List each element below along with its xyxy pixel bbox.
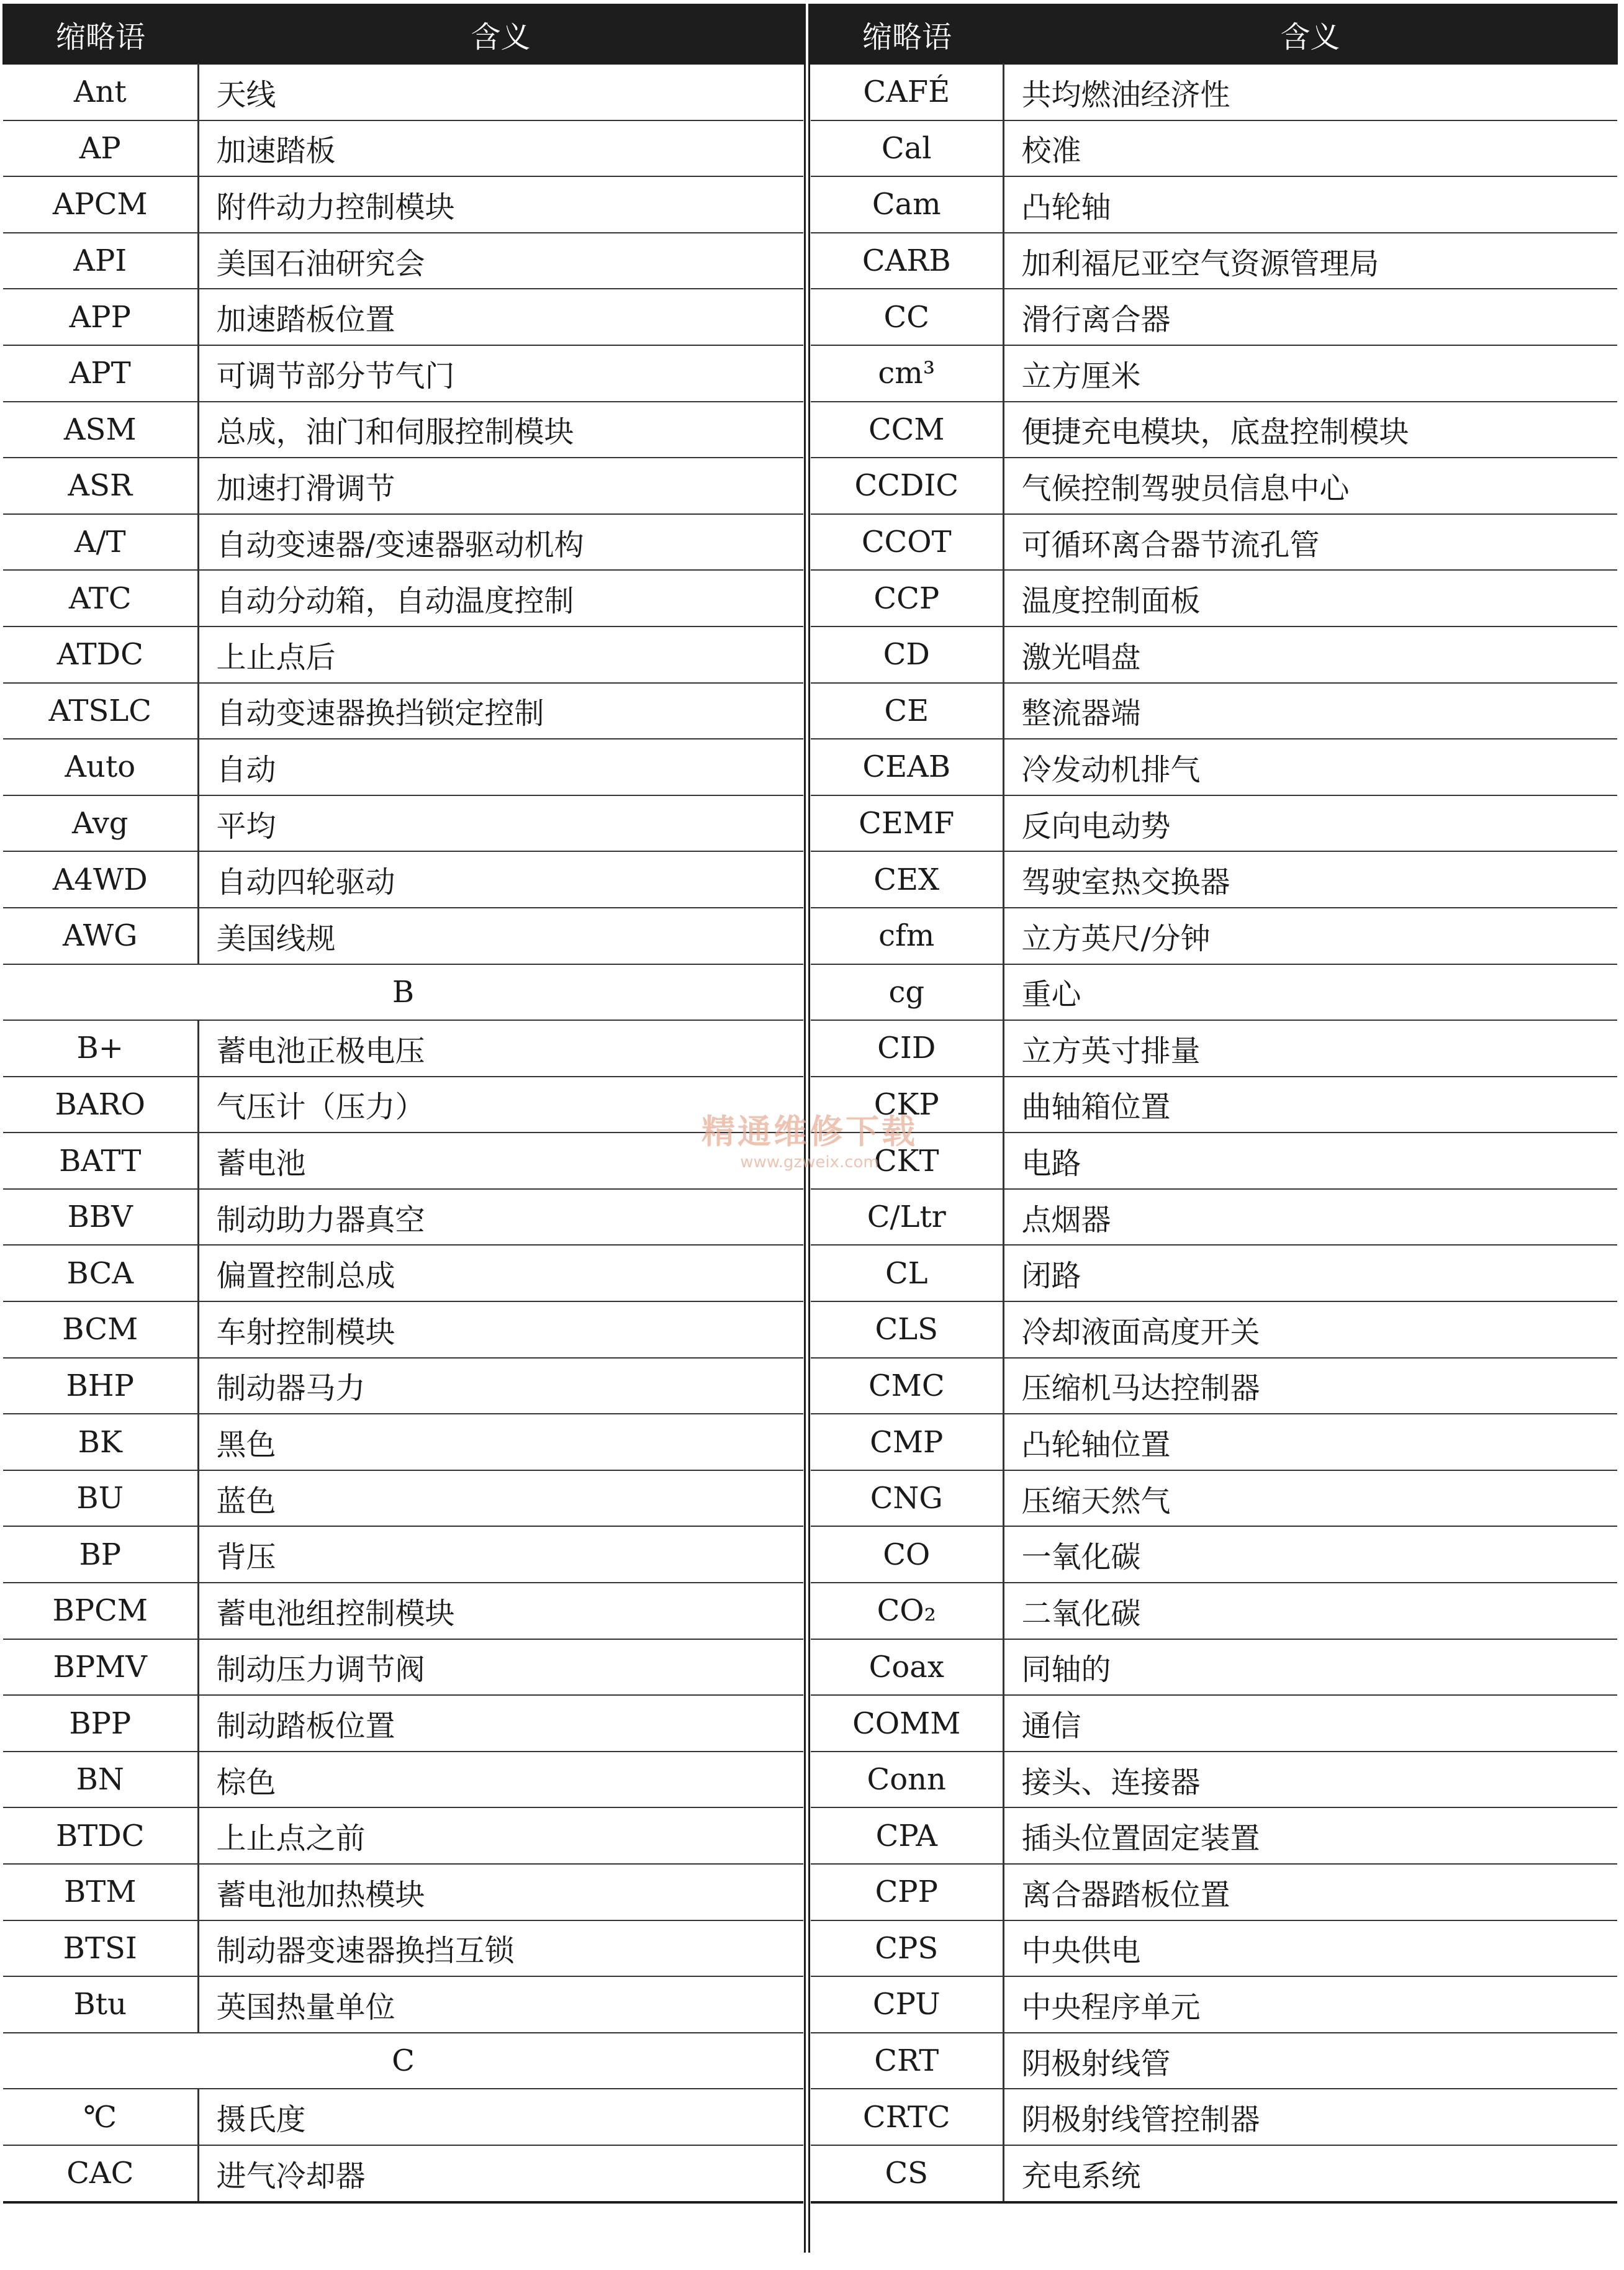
meaning-cell: 蓄电池加热模块 — [198, 1864, 803, 1920]
abbreviation-cell: CL — [811, 1245, 1003, 1301]
abbreviation-cell: AWG — [3, 908, 198, 964]
abbreviation-cell: Ant — [3, 64, 198, 120]
abbreviation-cell: CID — [811, 1020, 1003, 1077]
table-row — [3, 1470, 803, 1527]
table-row — [3, 233, 803, 289]
left-header-meaning: 含义 — [198, 4, 803, 64]
table-row — [3, 176, 803, 233]
meaning-cell: 天线 — [198, 64, 803, 120]
table-row — [811, 1695, 1617, 1752]
table-row — [811, 1470, 1617, 1527]
section-row — [3, 2033, 803, 2089]
abbreviation-cell: ASM — [3, 402, 198, 458]
table-row — [811, 120, 1617, 177]
meaning-cell: 压缩天然气 — [1003, 1470, 1617, 1527]
table-row — [3, 1639, 803, 1696]
meaning-cell: 温度控制面板 — [1003, 570, 1617, 626]
meaning-cell: 重心 — [1003, 964, 1617, 1021]
meaning-cell: 加速踏板位置 — [198, 289, 803, 345]
meaning-cell: 充电系统 — [1003, 2145, 1617, 2202]
right-header-abbr: 缩略语 — [811, 4, 1003, 64]
abbreviation-cell: CE — [811, 683, 1003, 739]
watermark-url: www.gzweix.com — [740, 1153, 879, 1172]
meaning-cell: 插头位置固定装置 — [1003, 1807, 1617, 1864]
meaning-cell: 反向电动势 — [1003, 795, 1617, 852]
abbreviation-cell: cfm — [811, 908, 1003, 964]
meaning-cell: 立方英寸排量 — [1003, 1020, 1617, 1077]
abbreviation-cell: CLS — [811, 1301, 1003, 1358]
table-row — [811, 1301, 1617, 1358]
table-row — [811, 2089, 1617, 2145]
meaning-cell: 自动四轮驱动 — [198, 851, 803, 908]
table-row — [3, 1526, 803, 1583]
abbreviation-cell: CEMF — [811, 795, 1003, 852]
abbreviation-cell: CAC — [3, 2145, 198, 2202]
meaning-cell: 曲轴箱位置 — [1003, 1077, 1617, 1133]
meaning-cell: 点烟器 — [1003, 1189, 1617, 1246]
meaning-cell: 可调节部分节气门 — [198, 345, 803, 402]
meaning-cell: 电路 — [1003, 1133, 1617, 1189]
meaning-cell: 制动助力器真空 — [198, 1189, 803, 1246]
abbreviation-cell: C/Ltr — [811, 1189, 1003, 1246]
table-row — [3, 908, 803, 964]
table-row — [811, 402, 1617, 458]
meaning-cell: 加速打滑调节 — [198, 458, 803, 514]
abbreviation-cell: CS — [811, 2145, 1003, 2202]
meaning-cell: 立方英尺/分钟 — [1003, 908, 1617, 964]
meaning-cell: 制动压力调节阀 — [198, 1639, 803, 1696]
meaning-cell: 中央供电 — [1003, 1920, 1617, 1977]
section-label: C — [3, 2033, 803, 2089]
meaning-cell: 车射控制模块 — [198, 1301, 803, 1358]
abbreviation-cell: BPMV — [3, 1639, 198, 1696]
meaning-cell: 激光唱盘 — [1003, 626, 1617, 683]
meaning-cell: 加利福尼亚空气资源管理局 — [1003, 233, 1617, 289]
abbreviation-cell: cg — [811, 964, 1003, 1021]
abbreviation-cell: BTSI — [3, 1920, 198, 1977]
meaning-cell: 偏置控制总成 — [198, 1245, 803, 1301]
meaning-cell: 自动变速器/变速器驱动机构 — [198, 514, 803, 571]
abbreviation-cell: Avg — [3, 795, 198, 852]
abbreviation-cell: BU — [3, 1470, 198, 1527]
table-row — [811, 176, 1617, 233]
right-table-body — [811, 64, 1617, 2202]
abbreviation-cell: BBV — [3, 1189, 198, 1246]
abbreviation-cell: BTM — [3, 1864, 198, 1920]
table-row — [3, 1752, 803, 1808]
table-row — [3, 2145, 803, 2202]
table-row — [811, 683, 1617, 739]
table-row — [3, 1020, 803, 1077]
table-row — [811, 964, 1617, 1021]
abbreviation-cell: AP — [3, 120, 198, 177]
table-row — [3, 1414, 803, 1470]
abbreviation-cell: A4WD — [3, 851, 198, 908]
meaning-cell: 摄氏度 — [198, 2089, 803, 2145]
abbreviation-cell: BATT — [3, 1133, 198, 1189]
meaning-cell: 气压计（压力） — [198, 1077, 803, 1133]
table-row — [811, 851, 1617, 908]
table-row — [811, 1358, 1617, 1414]
meaning-cell: 通信 — [1003, 1695, 1617, 1752]
meaning-cell: 离合器踏板位置 — [1003, 1864, 1617, 1920]
abbreviation-cell: Cam — [811, 176, 1003, 233]
table-row — [3, 1077, 803, 1133]
abbreviation-cell: Btu — [3, 1976, 198, 2033]
meaning-cell: 背压 — [198, 1526, 803, 1583]
abbreviation-cell: CCDIC — [811, 458, 1003, 514]
section-label: B — [3, 964, 803, 1021]
meaning-cell: 同轴的 — [1003, 1639, 1617, 1696]
abbreviation-cell: CO — [811, 1526, 1003, 1583]
abbreviation-cell: A/T — [3, 514, 198, 571]
meaning-cell: 中央程序单元 — [1003, 1976, 1617, 2033]
abbreviation-cell: CRT — [811, 2033, 1003, 2089]
table-row — [811, 1920, 1617, 1977]
table-row — [811, 1807, 1617, 1864]
abbreviation-cell: APT — [3, 345, 198, 402]
meaning-cell: 可循环离合器节流孔管 — [1003, 514, 1617, 571]
left-header-row — [3, 4, 803, 64]
abbreviation-cell: COMM — [811, 1695, 1003, 1752]
table-row — [3, 739, 803, 795]
table-row — [3, 345, 803, 402]
abbreviation-cell: Coax — [811, 1639, 1003, 1696]
table-row — [811, 1245, 1617, 1301]
abbreviation-cell: ATSLC — [3, 683, 198, 739]
meaning-cell: 上止点之前 — [198, 1807, 803, 1864]
abbreviation-cell: CC — [811, 289, 1003, 345]
table-row — [811, 345, 1617, 402]
abbreviation-cell: BCA — [3, 1245, 198, 1301]
abbreviation-cell: CMP — [811, 1414, 1003, 1470]
meaning-cell: 上止点后 — [198, 626, 803, 683]
meaning-cell: 蓝色 — [198, 1470, 803, 1527]
table-row — [3, 1807, 803, 1864]
abbreviation-cell: BK — [3, 1414, 198, 1470]
abbreviation-cell: BCM — [3, 1301, 198, 1358]
table-row — [811, 626, 1617, 683]
table-row — [811, 1133, 1617, 1189]
meaning-cell: 阴极射线管控制器 — [1003, 2089, 1617, 2145]
abbreviation-cell: CCP — [811, 570, 1003, 626]
meaning-cell: 冷发动机排气 — [1003, 739, 1617, 795]
meaning-cell: 压缩机马达控制器 — [1003, 1358, 1617, 1414]
meaning-cell: 进气冷却器 — [198, 2145, 803, 2202]
abbreviation-cell: ATDC — [3, 626, 198, 683]
abbreviation-cell: CKP — [811, 1077, 1003, 1133]
abbreviation-cell: CPA — [811, 1807, 1003, 1864]
meaning-cell: 黑色 — [198, 1414, 803, 1470]
meaning-cell: 便捷充电模块，底盘控制模块 — [1003, 402, 1617, 458]
abbreviation-cell: CCM — [811, 402, 1003, 458]
table-row — [3, 64, 803, 120]
abbreviation-cell: CO₂ — [811, 1583, 1003, 1639]
right-column — [810, 4, 1618, 2204]
abbreviation-cell: Conn — [811, 1752, 1003, 1808]
right-header-row — [811, 4, 1617, 64]
table-row — [3, 570, 803, 626]
abbreviation-cell: ASR — [3, 458, 198, 514]
meaning-cell: 制动器变速器换挡互锁 — [198, 1920, 803, 1977]
meaning-cell: 校准 — [1003, 120, 1617, 177]
meaning-cell: 附件动力控制模块 — [198, 176, 803, 233]
abbreviation-cell: Auto — [3, 739, 198, 795]
abbreviation-cell: CEAB — [811, 739, 1003, 795]
abbreviation-cell: CPU — [811, 1976, 1003, 2033]
meaning-cell: 蓄电池组控制模块 — [198, 1583, 803, 1639]
meaning-cell: 自动 — [198, 739, 803, 795]
table-row — [3, 1189, 803, 1246]
table-row — [3, 1920, 803, 1977]
meaning-cell: 立方厘米 — [1003, 345, 1617, 402]
table-row — [3, 514, 803, 571]
abbreviation-cell: BTDC — [3, 1807, 198, 1864]
meaning-cell: 二氧化碳 — [1003, 1583, 1617, 1639]
abbreviation-cell: BARO — [3, 1077, 198, 1133]
abbreviation-cell: CMC — [811, 1358, 1003, 1414]
right-abbreviation-table — [810, 4, 1618, 2204]
abbreviation-cell: CAFÉ — [811, 64, 1003, 120]
meaning-cell: 凸轮轴 — [1003, 176, 1617, 233]
table-row — [3, 1976, 803, 2033]
left-header-abbr: 缩略语 — [3, 4, 198, 64]
left-abbreviation-table — [2, 4, 804, 2204]
table-row — [3, 1301, 803, 1358]
table-row — [811, 908, 1617, 964]
abbreviation-cell: BPP — [3, 1695, 198, 1752]
meaning-cell: 滑行离合器 — [1003, 289, 1617, 345]
table-row — [811, 458, 1617, 514]
right-header-meaning: 含义 — [1003, 4, 1617, 64]
table-row — [3, 795, 803, 852]
table-row — [811, 1189, 1617, 1246]
table-row — [3, 402, 803, 458]
table-row — [811, 739, 1617, 795]
table-row — [3, 1133, 803, 1189]
abbreviation-cell: B+ — [3, 1020, 198, 1077]
table-row — [3, 289, 803, 345]
abbreviation-cell: CKT — [811, 1133, 1003, 1189]
table-row — [811, 1864, 1617, 1920]
table-row — [3, 2089, 803, 2145]
watermark-title: 精通维修下载 — [701, 1112, 918, 1151]
table-row — [811, 795, 1617, 852]
abbreviation-cell: APCM — [3, 176, 198, 233]
abbreviation-cell: CARB — [811, 233, 1003, 289]
left-table-body — [3, 64, 803, 2202]
abbreviation-cell: CRTC — [811, 2089, 1003, 2145]
table-row — [3, 458, 803, 514]
meaning-cell: 制动踏板位置 — [198, 1695, 803, 1752]
table-row — [811, 1583, 1617, 1639]
table-row — [811, 570, 1617, 626]
table-row — [811, 1752, 1617, 1808]
table-row — [3, 626, 803, 683]
table-row — [811, 1414, 1617, 1470]
table-row — [811, 514, 1617, 571]
meaning-cell: 总成，油门和伺服控制模块 — [198, 402, 803, 458]
meaning-cell: 制动器马力 — [198, 1358, 803, 1414]
meaning-cell: 阴极射线管 — [1003, 2033, 1617, 2089]
table-row — [811, 1020, 1617, 1077]
section-row — [3, 964, 803, 1021]
abbreviation-cell: ATC — [3, 570, 198, 626]
table-row — [3, 851, 803, 908]
meaning-cell: 蓄电池 — [198, 1133, 803, 1189]
meaning-cell: 冷却液面高度开关 — [1003, 1301, 1617, 1358]
table-row — [3, 120, 803, 177]
abbreviation-cell: CD — [811, 626, 1003, 683]
table-row — [3, 1358, 803, 1414]
left-column — [2, 4, 804, 2204]
table-row — [811, 2033, 1617, 2089]
meaning-cell: 加速踏板 — [198, 120, 803, 177]
abbreviation-cell: ℃ — [3, 2089, 198, 2145]
meaning-cell: 凸轮轴位置 — [1003, 1414, 1617, 1470]
meaning-cell: 美国线规 — [198, 908, 803, 964]
abbreviation-cell: APP — [3, 289, 198, 345]
meaning-cell: 共均燃油经济性 — [1003, 64, 1617, 120]
abbreviation-cell: BHP — [3, 1358, 198, 1414]
table-row — [3, 1864, 803, 1920]
meaning-cell: 驾驶室热交换器 — [1003, 851, 1617, 908]
meaning-cell: 闭路 — [1003, 1245, 1617, 1301]
abbreviation-cell: CNG — [811, 1470, 1003, 1527]
meaning-cell: 棕色 — [198, 1752, 803, 1808]
table-row — [3, 1583, 803, 1639]
table-row — [3, 1245, 803, 1301]
abbreviation-cell: CCOT — [811, 514, 1003, 571]
meaning-cell: 自动变速器换挡锁定控制 — [198, 683, 803, 739]
table-row — [3, 683, 803, 739]
table-row — [811, 64, 1617, 120]
abbreviation-cell: API — [3, 233, 198, 289]
table-row — [811, 1639, 1617, 1696]
table-row — [811, 1976, 1617, 2033]
meaning-cell: 一氧化碳 — [1003, 1526, 1617, 1583]
table-row — [811, 1077, 1617, 1133]
abbreviation-cell: CPS — [811, 1920, 1003, 1977]
meaning-cell: 美国石油研究会 — [198, 233, 803, 289]
meaning-cell: 蓄电池正极电压 — [198, 1020, 803, 1077]
table-row — [811, 1526, 1617, 1583]
table-row — [811, 289, 1617, 345]
meaning-cell: 气候控制驾驶员信息中心 — [1003, 458, 1617, 514]
table-row — [3, 1695, 803, 1752]
meaning-cell: 接头、连接器 — [1003, 1752, 1617, 1808]
meaning-cell: 英国热量单位 — [198, 1976, 803, 2033]
abbreviation-cell: BP — [3, 1526, 198, 1583]
abbreviation-cell: BN — [3, 1752, 198, 1808]
abbreviation-cell: CEX — [811, 851, 1003, 908]
abbreviation-cell: Cal — [811, 120, 1003, 177]
abbreviation-cell: BPCM — [3, 1583, 198, 1639]
meaning-cell: 平均 — [198, 795, 803, 852]
column-divider — [804, 4, 810, 2253]
abbreviation-cell: cm³ — [811, 345, 1003, 402]
meaning-cell: 自动分动箱，自动温度控制 — [198, 570, 803, 626]
abbreviation-cell: CPP — [811, 1864, 1003, 1920]
table-row — [811, 233, 1617, 289]
table-row — [811, 2145, 1617, 2202]
meaning-cell: 整流器端 — [1003, 683, 1617, 739]
